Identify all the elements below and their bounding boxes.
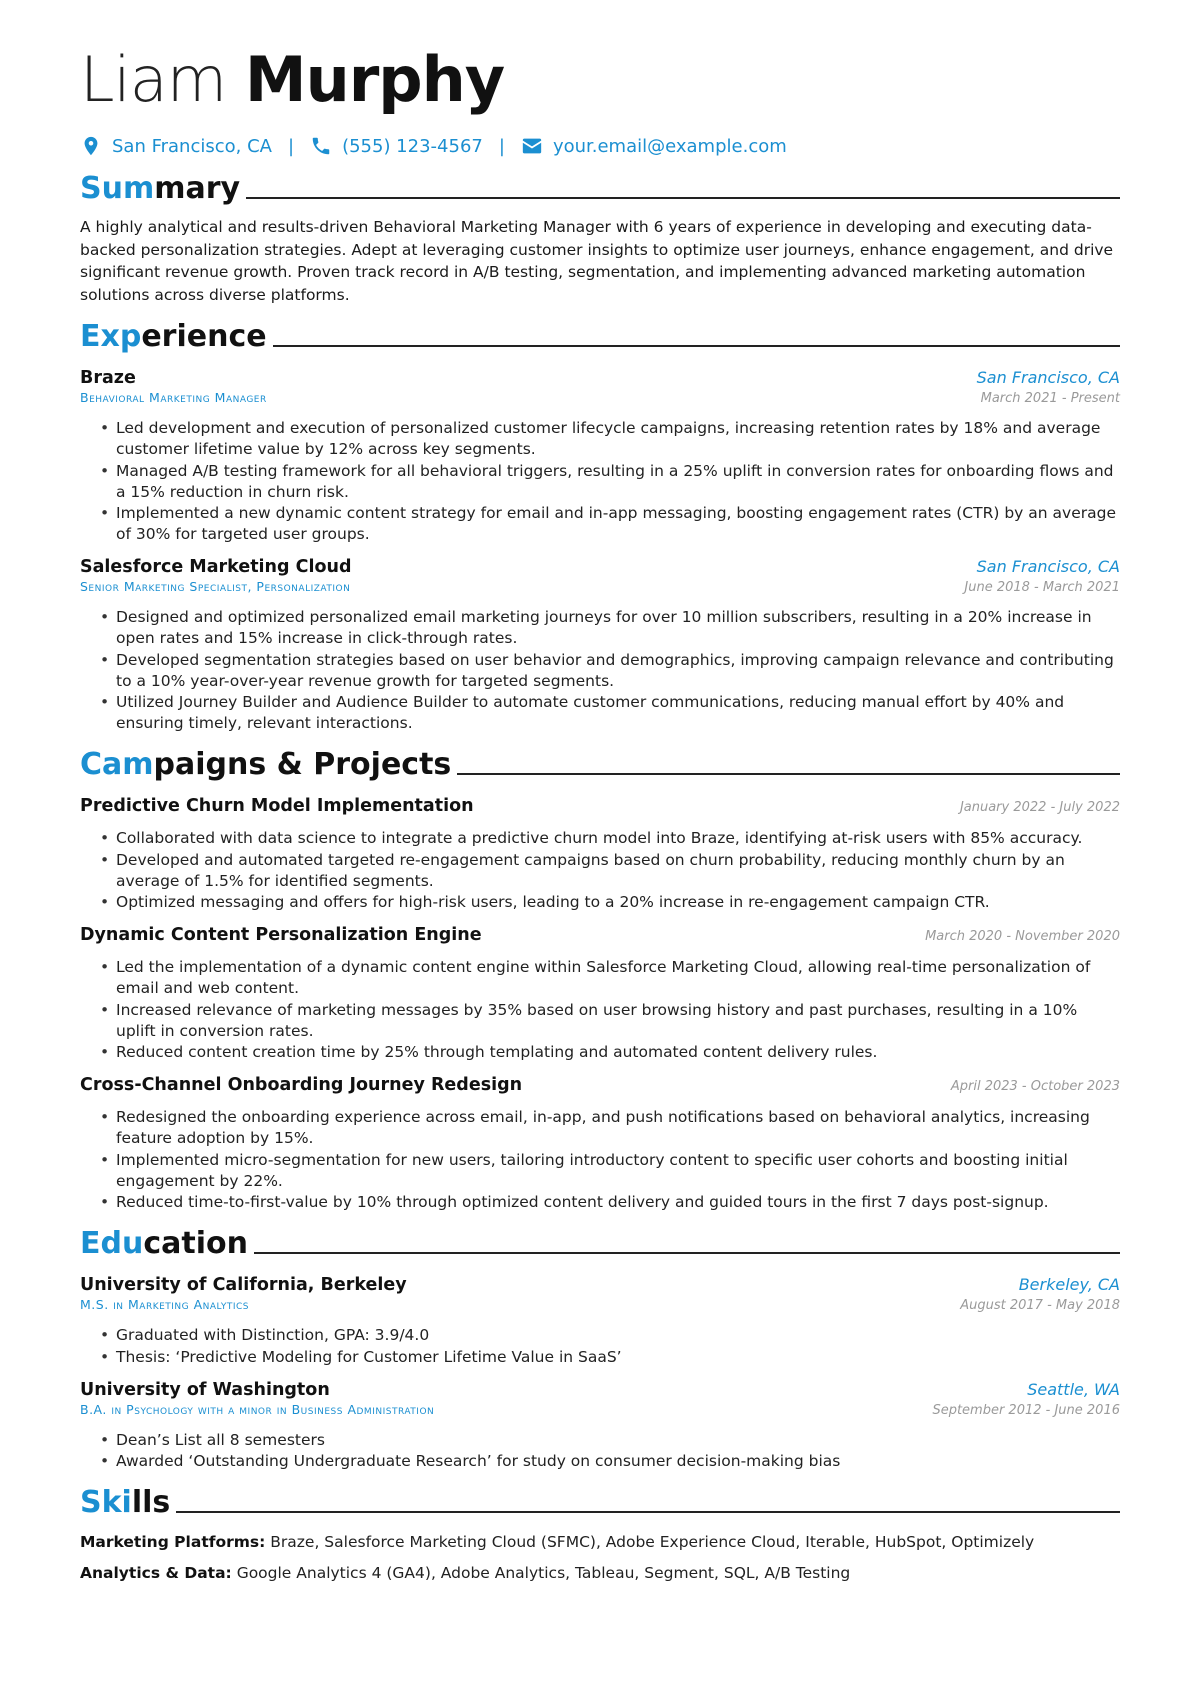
candidate-name — [80, 44, 1120, 118]
section-projects-heading — [80, 744, 1120, 784]
bullet-item: • Developed and automated targeted re-engagement campaigns based on churn probability, reducing monthly churn by an average of 1.5% for identified segments. — [116, 850, 1120, 892]
bullet-list — [80, 607, 1120, 734]
project-dates: April 2023 - October 2023 — [950, 1079, 1120, 1094]
section-rule — [246, 197, 1120, 199]
phone-icon — [310, 135, 332, 157]
bullet-item: • Developed segmentation strategies based on user behavior and demographics, improving campaign relevance and contributing to a 10% year-over-year revenue growth for targeted segments. — [116, 650, 1120, 692]
job-location: San Francisco, CA — [976, 368, 1120, 387]
job-role: Senior Marketing Specialist, Personalization — [80, 579, 351, 594]
bullet-item: • Utilized Journey Builder and Audience Builder to automate customer communications, reducing manual effort by 40% and ensuring timely, relevant interactions. — [116, 692, 1120, 734]
envelope-icon — [521, 135, 543, 157]
school-name: University of Washington — [80, 1379, 330, 1400]
section-title-rest: paigns & Projects — [153, 747, 452, 782]
contact-phone[interactable] — [310, 135, 483, 157]
section-title-rest: mary — [154, 171, 241, 206]
section-title — [80, 1225, 248, 1263]
bullet-item: • Designed and optimized personalized email marketing journeys for over 10 million subscribers, resulting in a 20% increase in open rates and 15% increase in click-through rates. — [116, 607, 1120, 649]
bullet-list — [80, 1430, 1120, 1473]
first-name: Liam — [80, 43, 227, 116]
project-dates: March 2020 - November 2020 — [925, 929, 1120, 944]
section-title — [80, 746, 451, 784]
skill-row — [80, 1562, 1120, 1584]
section-summary-heading — [80, 168, 1120, 208]
job-location: San Francisco, CA — [976, 557, 1120, 576]
project-entry — [80, 925, 1120, 1063]
education-entry — [80, 1380, 1120, 1473]
education-dates: September 2012 - June 2016 — [932, 1402, 1120, 1418]
section-title-rest: cation — [143, 1226, 248, 1261]
company-name: Braze — [80, 368, 136, 388]
section-title-rest: lls — [131, 1485, 171, 1520]
school-name: University of California, Berkeley — [80, 1275, 407, 1295]
school-location: Seattle, WA — [1027, 1379, 1120, 1399]
bullet-item: • Implemented micro-segmentation for new users, tailoring introductory content to specific user cohorts and boosting initial engagement by 22%. — [116, 1150, 1120, 1192]
skill-label: Marketing Platforms: — [80, 1533, 266, 1551]
bullet-item: • Graduated with Distinction, GPA: 3.9/4.0 — [116, 1325, 1120, 1346]
job-dates: June 2018 - March 2021 — [964, 580, 1120, 595]
bullet-list — [80, 1325, 1120, 1368]
company-name: Salesforce Marketing Cloud — [80, 557, 352, 577]
bullet-item: • Redesigned the onboarding experience across email, in-app, and push notifications based on behavioral analytics, increasing feature adoption by 15%. — [116, 1107, 1120, 1149]
section-rule — [176, 1511, 1120, 1513]
section-title-accent: Ski — [80, 1485, 132, 1520]
bullet-item: • Collaborated with data science to integrate a predictive churn model into Braze, identifying at-risk users with 85% accuracy. — [116, 828, 1120, 849]
job-dates: March 2021 - Present — [980, 391, 1120, 406]
experience-entry — [80, 557, 1120, 734]
project-entry — [80, 796, 1120, 913]
contact-separator: | — [287, 135, 295, 157]
skill-label: Analytics & Data: — [80, 1564, 232, 1582]
section-title-rest: erience — [141, 319, 267, 354]
bullet-item: • Led the implementation of a dynamic content engine within Salesforce Marketing Cloud, allowing real-time personalization of email and web content. — [116, 957, 1120, 999]
contact-location — [80, 135, 272, 157]
degree: M.S. in Marketing Analytics — [80, 1297, 250, 1312]
education-entry — [80, 1275, 1120, 1368]
phone-text: (555) 123-4567 — [342, 135, 483, 157]
section-rule — [457, 773, 1120, 775]
project-title: Dynamic Content Personalization Engine — [80, 925, 482, 945]
summary-text: A highly analytical and results-driven Behavioral Marketing Manager with 6 years of experience in developing and executing data-backed personalization strategies. Adept at leveraging customer insights to optimize user journeys, enhance engagement, and drive significant revenue growth. Proven track record in A/B testing, segmentation, and implementing advanced marketing automation solutions across diverse platforms. — [80, 218, 1114, 304]
contact-bar — [80, 132, 1120, 160]
skill-value: Braze, Salesforce Marketing Cloud (SFMC), Adobe Experience Cloud, Iterable, HubSpot, Optimizely — [270, 1533, 1035, 1551]
bullet-item: • Managed A/B testing framework for all behavioral triggers, resulting in a 25% uplift in conversion rates for onboarding flows and a 15% reduction in churn risk. — [116, 461, 1120, 503]
project-dates: January 2022 - July 2022 — [959, 800, 1120, 815]
education-dates: August 2017 - May 2018 — [960, 1298, 1120, 1313]
section-experience-heading — [80, 316, 1120, 356]
contact-email[interactable] — [521, 135, 787, 157]
section-title-accent: Sum — [80, 171, 155, 206]
section-education-heading — [80, 1223, 1120, 1263]
school-location: Berkeley, CA — [1018, 1275, 1120, 1294]
section-rule — [273, 345, 1120, 347]
project-entry — [80, 1075, 1120, 1213]
last-name: Murphy — [244, 43, 505, 116]
degree: B.A. in Psychology with a minor in Business Administration — [80, 1401, 435, 1417]
project-title: Cross-Channel Onboarding Journey Redesign — [80, 1075, 523, 1095]
section-title — [80, 1484, 170, 1522]
bullet-item: • Led development and execution of personalized customer lifecycle campaigns, increasing retention rates by 18% and average customer lifetime value by 12% across key segments. — [116, 418, 1120, 460]
map-pin-icon — [80, 135, 102, 157]
bullet-item: • Implemented a new dynamic content strategy for email and in-app messaging, boosting engagement rates (CTR) by an average of 30% for targeted user groups. — [116, 503, 1120, 545]
skill-value: Google Analytics 4 (GA4), Adobe Analytics, Tableau, Segment, SQL, A/B Testing — [236, 1564, 851, 1582]
bullet-list — [80, 418, 1120, 545]
bullet-item: • Optimized messaging and offers for high-risk users, leading to a 20% increase in re-engagement campaign CTR. — [116, 892, 1120, 913]
skill-row — [80, 1531, 1120, 1553]
project-title: Predictive Churn Model Implementation — [80, 796, 474, 816]
job-role: Behavioral Marketing Manager — [80, 390, 267, 405]
section-title — [80, 318, 267, 356]
bullet-item: • Reduced content creation time by 25% through templating and automated content delivery rules. — [116, 1042, 1120, 1063]
bullet-item: • Increased relevance of marketing messages by 35% based on user browsing history and past purchases, resulting in a 10% uplift in conversion rates. — [116, 1000, 1120, 1042]
section-rule — [254, 1252, 1120, 1254]
bullet-list — [80, 957, 1120, 1063]
bullet-list — [80, 828, 1120, 913]
email-link: your.email@example.com — [552, 135, 787, 157]
section-skills-heading — [80, 1482, 1120, 1522]
bullet-item: • Awarded ‘Outstanding Undergraduate Research’ for study on consumer decision-making bias — [116, 1451, 1120, 1472]
bullet-item: • Reduced time-to-first-value by 10% through optimized content delivery and guided tours in the first 7 days post-signup. — [116, 1192, 1120, 1213]
section-title-accent: Edu — [80, 1226, 144, 1261]
experience-entry — [80, 368, 1120, 545]
bullet-item: • Dean’s List all 8 semesters — [116, 1430, 1120, 1451]
section-title-accent: Cam — [80, 747, 154, 782]
section-title-accent: Exp — [80, 319, 142, 354]
location-text: San Francisco, CA — [112, 135, 272, 157]
section-title — [80, 170, 240, 208]
contact-separator: | — [498, 135, 505, 157]
bullet-list — [80, 1107, 1120, 1213]
bullet-item: • Thesis: ‘Predictive Modeling for Customer Lifetime Value in SaaS’ — [116, 1347, 1120, 1368]
